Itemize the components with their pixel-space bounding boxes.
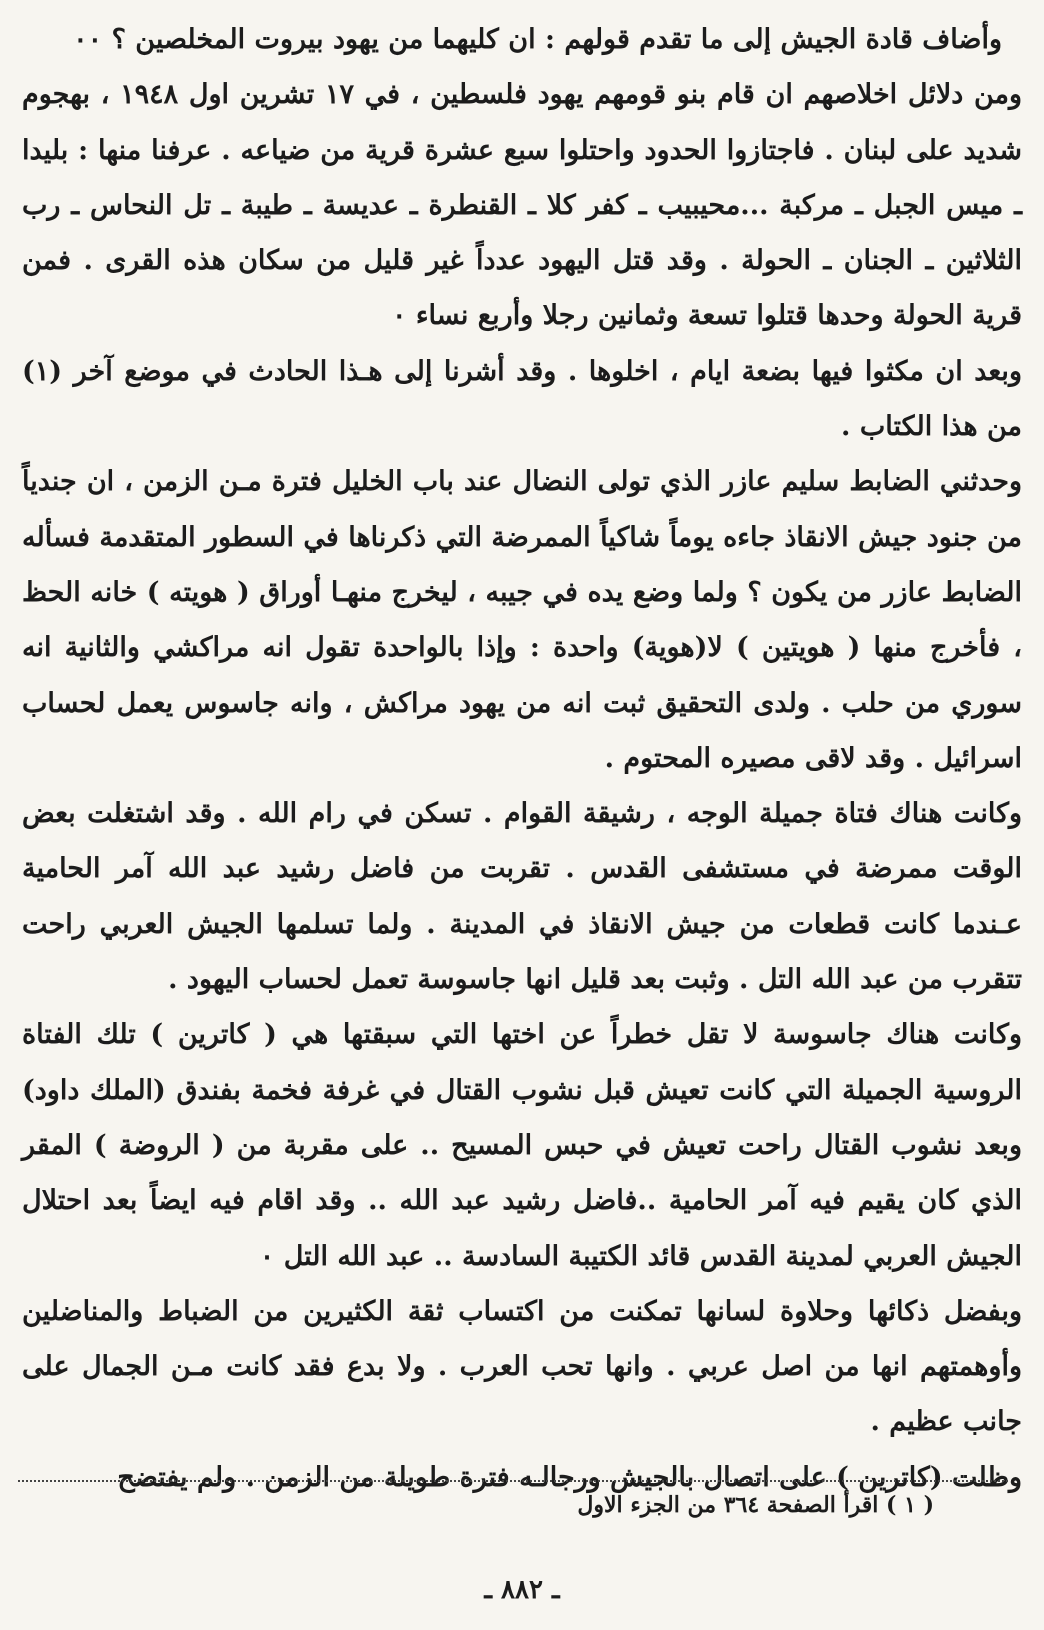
footnote: ( ١ ) اقرأ الصفحة ٣٦٤ من الجزء الاول	[577, 1492, 934, 1518]
paragraph-4: وحدثني الضابط سليم عازر الذي تولى النضال عند باب الخليل فترة مـن الزمن ، ان جندياً من جنود جيش الانقاذ جاءه يوماً شاكياً الممرضة التي ذكرناها في السطور المتقدمة فسأله الضابط عازر من يكون ؟ ولما وضع يده في جيبه ، ليخرج منهـا أوراق ( هويته ) خانه الحظ ، فأخرج منها ( هويتين ) لا(هوية) واحدة : وإذا بالواحدة تقول انه مراكشي والثانية انه سوري من حلب . ولدى التحقيق ثبت انه من يهود مراكش ، وانه جاسوس يعمل لحساب اسرائيل . وقد لاقى مصيره المحتوم .	[22, 466, 1022, 774]
main-text	[22, 12, 1022, 1505]
paragraph-1: وأضاف قادة الجيش إلى ما تقدم قولهم : ان كليهما من يهود بيروت المخلصين ؟ ٠٠	[73, 24, 1002, 55]
footnote-divider	[18, 1480, 1008, 1482]
paragraph-6: وكانت هناك جاسوسة لا تقل خطراً عن اختها التي سبقتها هي ( كاترين ) تلك الفتاة الروسية الجميلة التي كانت تعيش قبل نشوب القتال في غرفة فخمة بفندق (الملك داود) وبعد نشوب القتال راحت تعيش في حبس المسيح .. على مقربة من ( الروضة ) المقر الذي كان يقيم فيه آمر الحامية ..فاضل رشيد عبد الله .. وقد اقام فيه ايضاً بعد احتلال الجيش العربي لمدينة القدس قائد الكتيبة السادسة .. عبد الله التل ٠	[22, 1019, 1022, 1272]
page-number: ـ ٨٨٢ ـ	[484, 1575, 560, 1605]
paragraph-3: وبعد ان مكثوا فيها بضعة ايام ، اخلوها . وقد أشرنا إلى هـذا الحادث في موضع آخر (١) من هذا الكتاب .	[22, 355, 1022, 443]
paragraph-7: وبفضل ذكائها وحلاوة لسانها تمكنت من اكتساب ثقة الكثيرين من الضباط والمناضلين وأوهمتهم انها من اصل عربي . وانها تحب العرب . ولا بدع فقد كانت مـن الجمال على جانب عظيم .	[22, 1295, 1022, 1438]
paragraph-5: وكانت هناك فتاة جميلة الوجه ، رشيقة القوام . تسكن في رام الله . وقد اشتغلت بعض الوقت ممرضة في مستشفى القدس . تقربت من فاضل رشيد عبد الله آمر الحامية عـندما كانت قطعات من جيش الانقاذ في المدينة . ولما تسلمها الجيش العربي راحت تتقرب من عبد الله التل . وثبت بعد قليل انها جاسوسة تعمل لحساب اليهود .	[22, 798, 1022, 996]
paragraph-8: وظلت (كاترين ) على اتصال بالجيش ورجالـه فترة طويلة من الزمن . ولم يفتضح	[117, 1461, 1022, 1493]
paragraph-2: ومن دلائل اخلاصهم ان قام بنو قومهم يهود فلسطين ، في ١٧ تشرين اول ١٩٤٨ ، بهجوم شديد على لبنان . فاجتازوا الحدود واحتلوا سبع عشرة قرية من ضياعه . عرفنا منها : بليدا ـ ميس الجبل ـ مركبة ...محيبيب ـ كفر كلا ـ القنطرة ـ عديسة ـ طيبة ـ تل النحاس ـ رب الثلاثين ـ الجنان ـ الحولة . وقد قتل اليهود عدداً غير قليل من سكان هذه القرى . فمن قرية الحولة وحدها قتلوا تسعة وثمانين رجلا وأربع نساء ٠	[22, 79, 1022, 332]
